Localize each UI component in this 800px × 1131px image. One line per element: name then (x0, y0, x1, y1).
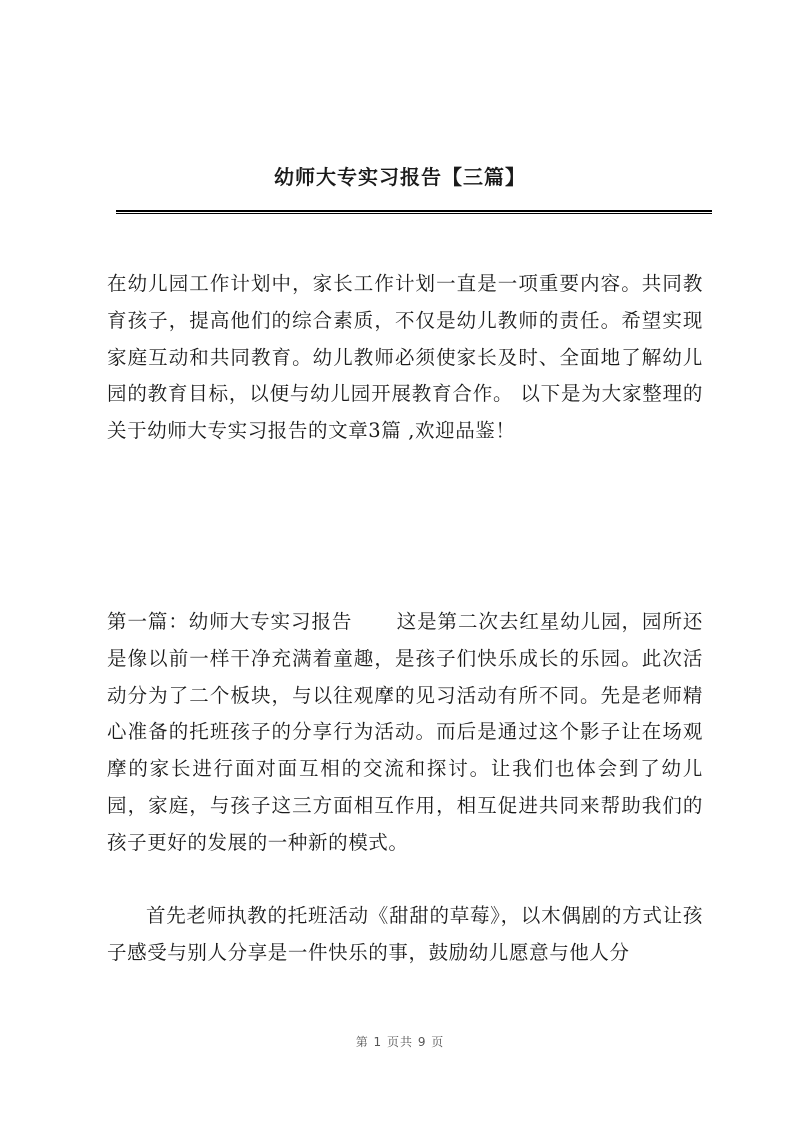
intro-paragraph: 在幼儿园工作计划中，家长工作计划一直是一项重要内容。共同教育孩子，提高他们的综合素质，不仅是幼儿教师的责任。希望实现家庭互动和共同教育。幼儿教师必须使家长及时、全面地了解幼儿园的教育目标，以便与幼儿园开展教育合作。 以下是为大家整理的关于幼师大专实习报告的文章3篇 ,欢迎品鉴！ (107, 272, 703, 443)
document-title: 幼师大专实习报告【三篇】 (274, 165, 526, 189)
part-one-heading: 第一篇：幼师大专实习报告 (107, 610, 353, 633)
title-divider (116, 210, 712, 214)
page-number-footer: 第 1 页共 9 页 (355, 1035, 445, 1049)
part-one-body: 这是第二次去红星幼儿园，园所还是像以前一样干净充满着童趣，是孩子们快乐成长的乐园。此次活动分为了二个板块，与以往观摩的见习活动有所不同。先是老师精心准备的托班孩子的分享行为活动。而后是通过这个影子让在场观摩的家长进行面对面互相的交流和探讨。让我们也体会到了幼儿园，家庭，与孩子这三方面相互作用，相互促进共同来帮助我们的孩子更好的发展的一种新的模式。 (107, 610, 703, 854)
part-one-paragraph (107, 604, 703, 862)
part-one-paragraph-2: 首先老师执教的托班活动《甜甜的草莓》，以木偶剧的方式让孩子感受与别人分享是一件快乐的事，鼓励幼儿愿意与他人分 (107, 904, 703, 964)
